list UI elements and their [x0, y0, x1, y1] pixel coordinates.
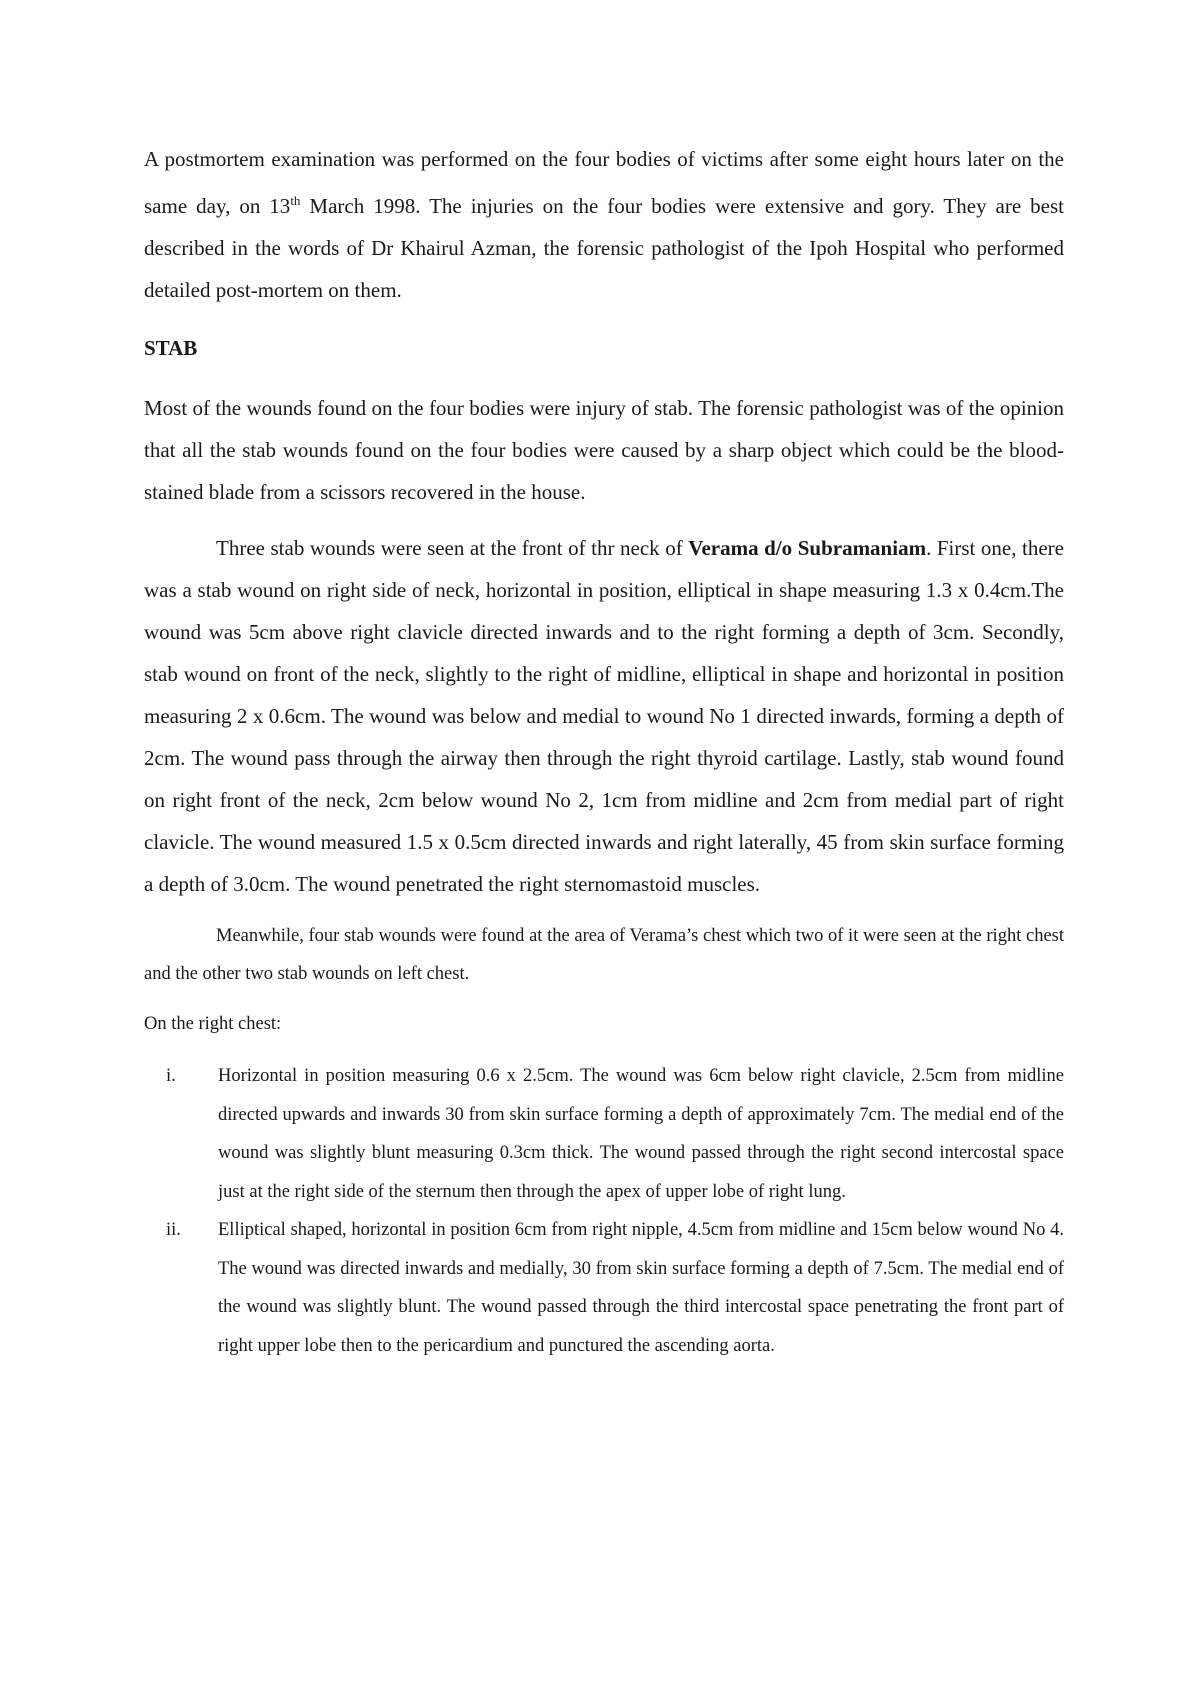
victim-name: Verama d/o Subramaniam: [688, 536, 927, 560]
list-item-text: Elliptical shaped, horizontal in position 6cm from right nipple, 4.5cm from midline and 15cm below wound No 4. The wound was directed inwards and medially, 30 from skin surface forming a depth of 7.5cm. The medial end of the wound was slightly blunt. The wound passed through the third intercostal space penetrating the front part of right upper lobe then to the pericardium and punctured the ascending aorta.: [218, 1220, 1064, 1356]
paragraph-neck-wounds: [144, 527, 1064, 905]
document-page: [144, 138, 1064, 1365]
paragraph-chest-wounds: Meanwhile, four stab wounds were found at the area of Verama’s chest which two of it were seen at the right chest and the other two stab wounds on left chest.: [144, 926, 1064, 984]
list-marker: i.: [166, 1066, 176, 1086]
intro-text-end: March 1998. The injuries on the four bodies were extensive and gory. They are best described in the words of Dr Khairul Azman, the forensic pathologist of the Ipoh Hospital who performed detailed post-mortem on them.: [144, 194, 1064, 302]
paragraph-right-chest-label: On the right chest:: [144, 1014, 282, 1034]
list-item: [144, 1057, 1064, 1211]
neck-text-start: Three stab wounds were seen at the front of thr neck of: [216, 536, 689, 560]
paragraph-stab-overview: Most of the wounds found on the four bodies were injury of stab. The forensic pathologist was of the opinion that all the stab wounds found on the four bodies were caused by a sharp object which could be the blood-stained blade from a scissors recovered in the house.: [144, 396, 1064, 504]
list-item-text: Horizontal in position measuring 0.6 x 2.5cm. The wound was 6cm below right clavicle, 2.5cm from midline directed upwards and inwards 30 from skin surface forming a depth of approximately 7cm. The medial end of the wound was slightly blunt measuring 0.3cm thick. The wound passed through the right second intercostal space just at the right side of the sternum then through the apex of upper lobe of right lung.: [218, 1066, 1064, 1202]
paragraph-intro: [144, 138, 1064, 311]
intro-text-start: A postmortem examination was performed on the four bodies of victims after some eight hours later on the same day, on 13: [144, 147, 1064, 218]
list-item: [144, 1211, 1064, 1365]
list-marker: ii.: [166, 1220, 181, 1240]
wound-list: [144, 1057, 1064, 1365]
section-heading: STAB: [144, 336, 198, 360]
ordinal-suffix: th: [290, 193, 301, 208]
neck-text-end: . First one, there was a stab wound on right side of neck, horizontal in position, elliptical in shape measuring 1.3 x 0.4cm.The wound was 5cm above right clavicle directed inwards and to the right forming a depth of 3cm. Secondly, stab wound on front of the neck, slightly to the right of midline, elliptical in shape and horizontal in position measuring 2 x 0.6cm. The wound was below and medial to wound No 1 directed inwards, forming a depth of 2cm. The wound pass through the airway then through the right thyroid cartilage. Lastly, stab wound found on right front of the neck, 2cm below wound No 2, 1cm from midline and 2cm from medial part of right clavicle. The wound measured 1.5 x 0.5cm directed inwards and right laterally, 45 from skin surface forming a depth of 3.0cm. The wound penetrated the right sternomastoid muscles.: [144, 536, 1064, 896]
